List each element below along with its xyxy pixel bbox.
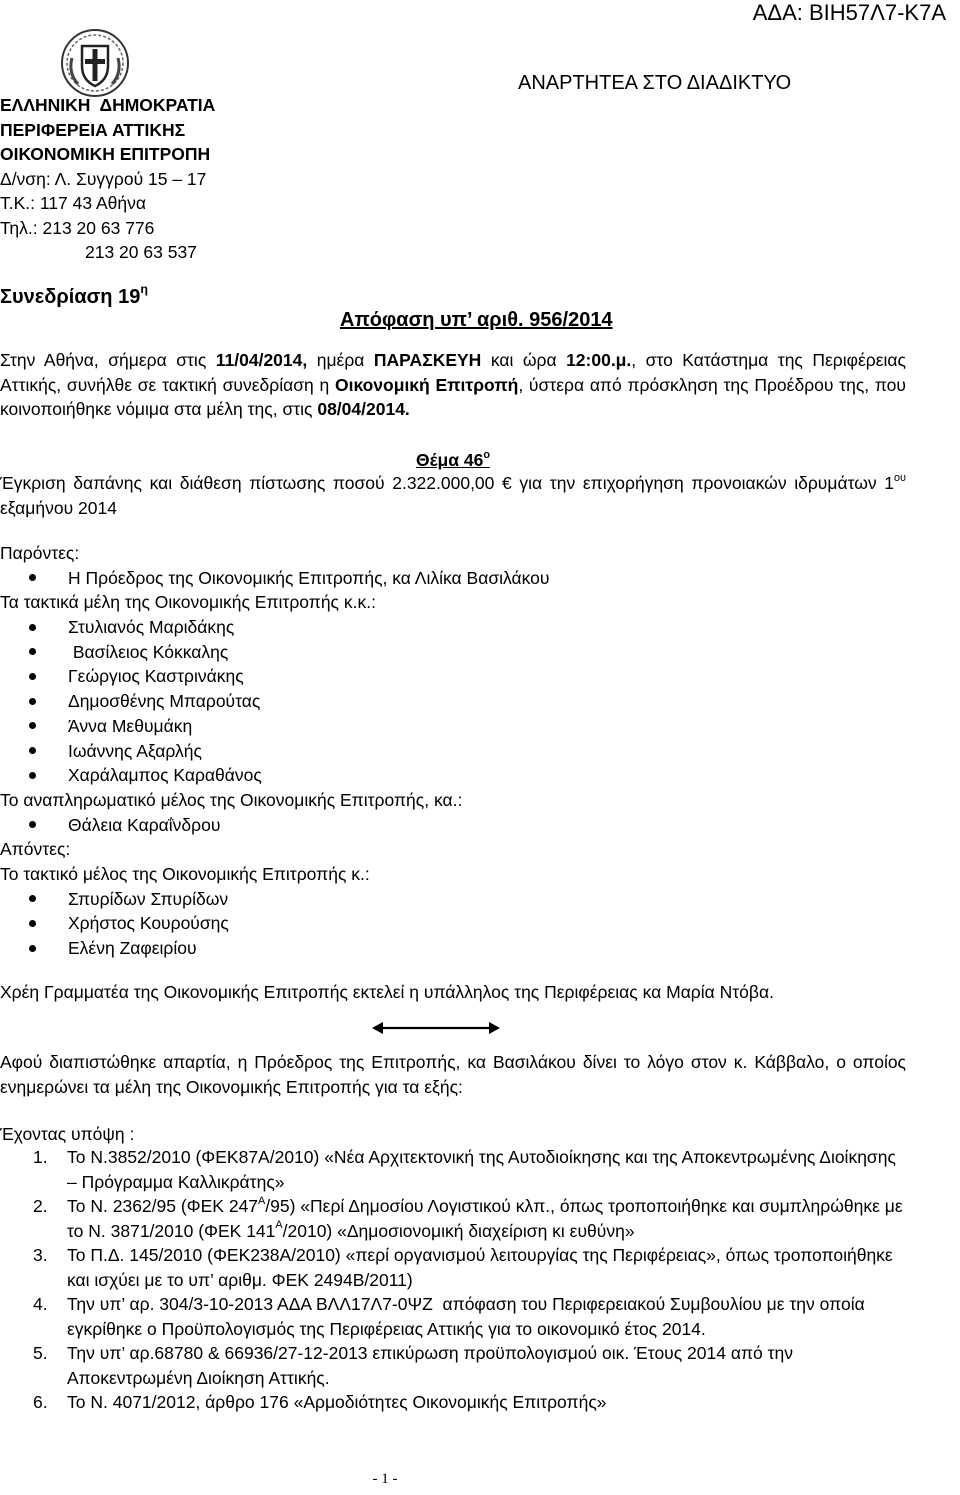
reference-item — [0, 1390, 906, 1415]
absent-regular-label: Το τακτικό μέλος της Οικονομικής Επιτροπής κ.: — [0, 863, 370, 884]
reference-sup: Α — [258, 1194, 266, 1207]
list-item: Χαράλαμπος Καραθάνος — [0, 763, 906, 788]
absent-label: Απόντες: — [0, 839, 71, 860]
list-item: Θάλεια Καραΐνδρου — [0, 813, 906, 838]
intro-part-4: , στο Κατάστημα της Περιφέρειας Αττικής, συνήλθε σε τακτική συνεδρίαση η — [0, 350, 906, 395]
reference-number: 6. — [33, 1392, 48, 1412]
list-item: Δημοσθένης Μπαρούτας — [0, 689, 906, 714]
subject-text-sup: ου — [894, 471, 906, 484]
list-item: Χρήστος Κουρούσης — [0, 911, 906, 936]
ada-code: ΑΔΑ: ΒΙΗ57Λ7-Κ7Α — [752, 0, 946, 25]
considering-label: Έχοντας υπόψη : — [0, 1124, 135, 1144]
header-address: Δ/νση: Λ. Συγγρού 15 – 17 — [0, 168, 207, 189]
double-arrow-icon — [372, 1021, 500, 1035]
subject-description — [0, 471, 906, 521]
session-sup: η — [140, 282, 148, 297]
list-item: Σπυρίδων Σπυρίδων — [0, 887, 906, 912]
reference-item — [0, 1194, 906, 1243]
reference-item — [0, 1243, 906, 1292]
reference-number: 4. — [33, 1294, 48, 1314]
subject-text-1: Έγκριση δαπάνης και διάθεση πίστωσης ποσού 2.322.000,00 € για την επιχορήγηση προνοιακών ιδρυμάτων 1 — [0, 473, 895, 493]
reference-text: Το Ν.3852/2010 (ΦΕΚ87Α/2010) «Νέα Αρχιτεκτονική της Αυτοδιοίκησης και της Αποκεντρωμένης Διοίκησης – Πρόγραμμα Καλλικράτης» — [67, 1147, 896, 1192]
decision-number: Απόφαση υπ’ αριθ. 956/2014 — [340, 309, 613, 331]
subject-title-text: Θέμα 46 — [416, 450, 484, 470]
subject-title — [0, 448, 906, 473]
reference-item — [0, 1341, 906, 1390]
session-number — [0, 284, 148, 310]
reference-text: /95) «Περί Δημοσίου Λογιστικού κλπ., όπως τροποποιήθηκε και συμπληρώθηκε με το Ν. 3871/2010 (ΦΕΚ 141 — [67, 1196, 903, 1241]
intro-committee: Οικονομική Επιτροπή — [334, 374, 519, 395]
reference-text: Το Π.Δ. 145/2010 (ΦΕΚ238Α/2010) «περί οργανισμού λειτουργίας της Περιφέρειας», όπως τροποποιήθηκε και ισχύει με το υπ’ αριθμ. ΦΕΚ 2494Β/2011) — [67, 1245, 893, 1290]
intro-day: ΠΑΡΑΣΚΕΥΗ — [373, 350, 482, 370]
list-item: Άννα Μεθυμάκη — [0, 714, 906, 739]
regular-members-label: Τα τακτικά μέλη της Οικονομικής Επιτροπής κ.κ.: — [0, 592, 376, 613]
issuer-header — [0, 93, 215, 265]
reference-text: Την υπ’ αρ. 304/3-10-2013 ΑΔΑ ΒΛΛ17Λ7-0ΨΖ απόφαση του Περιφερειακού Συμβουλίου με την οποία εγκρίθηκε ο Προϋπολογισμός της Περιφέρειας Αττικής για το οικονομικό έτος 2014. — [67, 1294, 870, 1339]
session-label: Συνεδρίαση 19 — [0, 286, 141, 308]
list-item: Στυλιανός Μαριδάκης — [0, 615, 906, 640]
reference-number: 5. — [33, 1343, 48, 1363]
regular-members-list — [0, 615, 906, 788]
reference-text: Την υπ’ αρ.68780 & 66936/27-12-2013 επικύρωση προϋπολογισμού οικ. Έτους 2014 από την Αποκεντρωμένη Διοίκηση Αττικής. — [67, 1343, 794, 1388]
greek-coat-of-arms-icon — [60, 28, 130, 98]
intro-part-1: Στην Αθήνα, σήμερα στις — [0, 350, 216, 370]
list-item: Βασίλειος Κόκκαλης — [0, 640, 906, 665]
subject-text-2: εξαμήνου 2014 — [0, 498, 117, 518]
reference-number: 1. — [33, 1147, 48, 1167]
reference-number: 2. — [33, 1196, 48, 1216]
present-label: Παρόντες: — [0, 543, 80, 563]
list-item: Γεώργιος Καστρινάκης — [0, 664, 906, 689]
participants-section — [0, 541, 906, 961]
intro-part-5: , ύστερα από πρόσκληση της Προέδρου της, που κοινοποιήθηκε νόμιμα στα μέλη της, στις — [0, 374, 906, 419]
list-item: Ελένη Ζαφειρίου — [0, 936, 906, 961]
intro-part-3: και ώρα — [481, 350, 567, 370]
header-postcode: Τ.Κ.: 117 43 Αθήνα — [0, 193, 147, 213]
intro-part-2: ημέρα — [307, 350, 374, 370]
header-committee: ΟΙΚΟΝΟΜΙΚΗ ΕΠΙΤΡΟΠΗ — [0, 144, 211, 164]
reference-sup: Α — [275, 1219, 283, 1232]
page-number: - 1 - — [372, 1471, 398, 1487]
reference-text: Το Ν. 4071/2012, άρθρο 176 «Αρμοδιότητες Οικονομικής Επιτροπής» — [67, 1392, 607, 1412]
reference-item — [0, 1145, 906, 1194]
header-republic: ΕΛΛΗΝΙΚΗ ΔΗΜΟΚΡΑΤΙΑ — [0, 95, 216, 115]
reference-text: /2010) «Δημοσιονομική διαχείριση κι ευθύνη» — [282, 1220, 635, 1241]
quorum-paragraph: Αφού διαπιστώθηκε απαρτία, η Πρόεδρος της Επιτροπής, κα Βασιλάκου δίνει το λόγο στον κ. Κάββαλο, ο οποίος ενημερώνει τα μέλη της Οικονομικής Επιτροπής για τα εξής: — [0, 1052, 906, 1097]
intro-invite-date: 08/04/2014. — [317, 399, 410, 419]
intro-date: 11/04/2014, — [215, 350, 308, 370]
alternate-member-label: Το αναπληρωματικό μέλος της Οικονομικής Επιτροπής, κα.: — [0, 789, 463, 810]
reference-number: 3. — [33, 1245, 48, 1265]
intro-paragraph — [0, 348, 906, 422]
header-region: ΠΕΡΙΦΕΡΕΙΑ ΑΤΤΙΚΗΣ — [0, 119, 186, 140]
list-item: Ιωάννης Αξαρλής — [0, 739, 906, 764]
subject-title-sup: ο — [483, 448, 490, 461]
reference-text: Το Ν. 2362/95 (ΦΕΚ 247 — [67, 1196, 259, 1216]
intro-time: 12:00.μ. — [566, 350, 632, 370]
header-phone-1: Τηλ.: 213 20 63 776 — [0, 217, 155, 238]
references-list — [0, 1145, 906, 1415]
reference-item — [0, 1292, 906, 1341]
president-item: Η Πρόεδρος της Οικονομικής Επιτροπής, κα Λιλίκα Βασιλάκου — [0, 566, 906, 591]
header-phone-2: 213 20 63 537 — [85, 242, 197, 262]
publish-online-note: ΑΝΑΡΤΗΤΕΑ ΣΤΟ ΔΙΑΔΙΚΤΥΟ — [518, 72, 792, 94]
secretary-paragraph: Χρέη Γραμματέα της Οικονομικής Επιτροπής εκτελεί η υπάλληλος της Περιφέρειας κα Μαρία Ντόβα. — [0, 982, 774, 1002]
